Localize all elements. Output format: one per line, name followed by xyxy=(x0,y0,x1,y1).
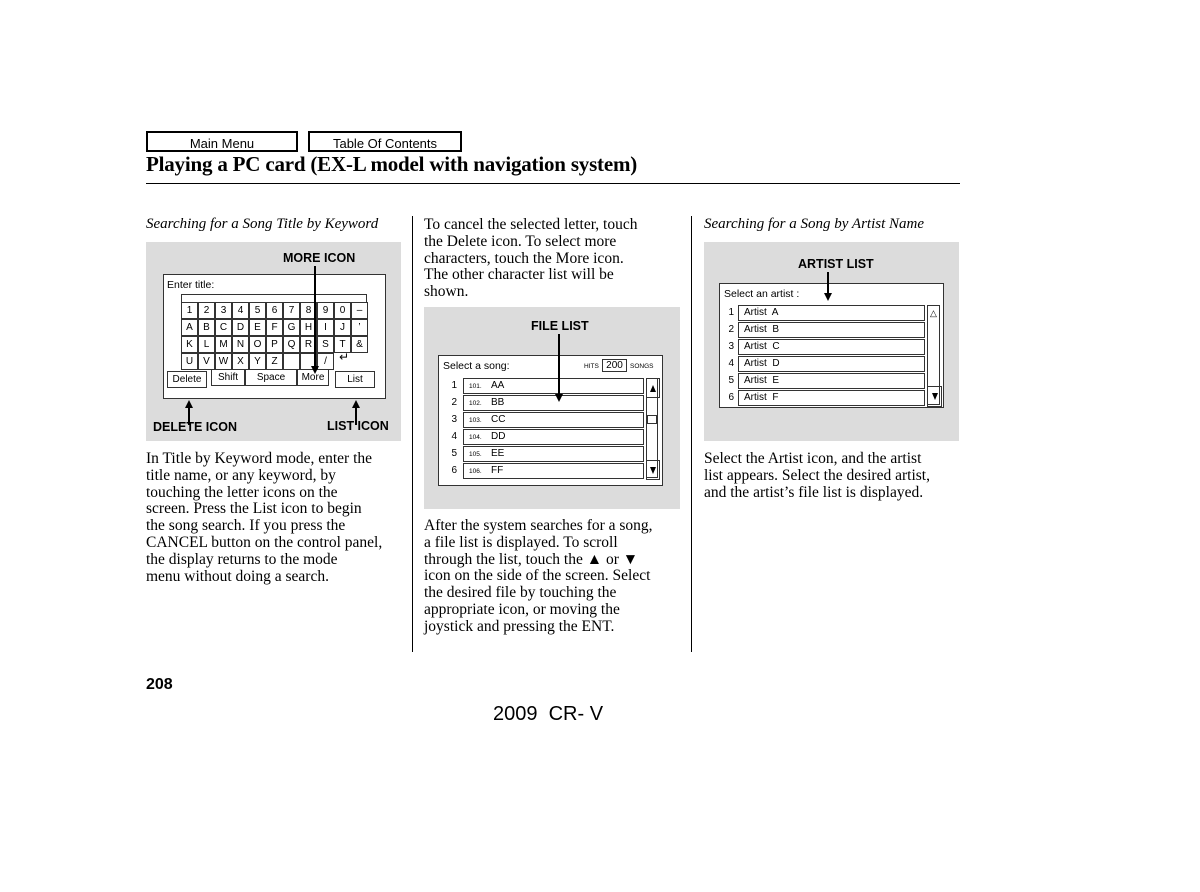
text-line: shown. xyxy=(424,283,469,301)
more-icon-arrowhead xyxy=(311,366,319,374)
song-name: DD xyxy=(491,431,506,442)
song-row[interactable] xyxy=(463,412,644,428)
text-line: CANCEL button on the control panel, xyxy=(146,533,383,551)
title-divider xyxy=(146,183,960,184)
row-number: 3 xyxy=(728,341,734,352)
key-I[interactable]: I xyxy=(317,319,334,336)
key-/[interactable]: / xyxy=(317,353,334,370)
key-3[interactable]: 3 xyxy=(215,302,232,319)
row-number: 6 xyxy=(728,392,734,403)
file-list-panel xyxy=(424,307,680,509)
key-K[interactable]: K xyxy=(181,336,198,353)
text-line: To cancel the selected letter, touch xyxy=(424,216,638,233)
song-code: 103. xyxy=(469,417,482,424)
file-list-screen xyxy=(438,355,663,486)
key-’[interactable]: ’ xyxy=(351,319,368,336)
text-line: a file list is displayed. To scroll xyxy=(424,533,618,551)
text-line: The other character list will be xyxy=(424,266,614,284)
more-button[interactable]: More xyxy=(297,369,329,386)
more-icon-pointer xyxy=(314,266,316,366)
song-name: AA xyxy=(491,380,505,391)
song-name: FF xyxy=(491,465,504,476)
text-line: After the system searches for a song, xyxy=(424,517,653,534)
row-number: 4 xyxy=(728,358,734,369)
key-7[interactable]: 7 xyxy=(283,302,300,319)
key-–[interactable]: – xyxy=(351,302,368,319)
key-E[interactable]: E xyxy=(249,319,266,336)
scroll-up-outline-icon[interactable]: △ xyxy=(930,308,937,318)
column-divider xyxy=(691,216,692,652)
song-code: 105. xyxy=(469,451,482,458)
list-icon-arrowhead xyxy=(352,400,360,408)
keyword-screen-panel xyxy=(146,242,401,441)
list-icon-label: LIST ICON xyxy=(327,419,389,433)
list-button[interactable]: List xyxy=(335,371,375,388)
song-row[interactable] xyxy=(463,429,644,445)
song-code: 101. xyxy=(469,383,482,390)
key-M[interactable]: M xyxy=(215,336,232,353)
song-scrollbar[interactable] xyxy=(646,378,658,478)
key-P[interactable]: P xyxy=(266,336,283,353)
key-R[interactable]: R xyxy=(300,336,317,353)
artist-list-screen xyxy=(719,283,944,408)
file-list-pointer xyxy=(558,334,560,396)
key-W[interactable]: W xyxy=(215,353,232,370)
artist-row[interactable]: Artist A xyxy=(738,305,925,321)
artist-list-panel xyxy=(704,242,959,441)
file-list-label: FILE LIST xyxy=(531,319,589,333)
text-line: and the artist’s file list is displayed. xyxy=(704,483,924,501)
key-T[interactable]: T xyxy=(334,336,351,353)
song-code: 106. xyxy=(469,468,482,475)
scroll-down-icon xyxy=(650,467,656,474)
delete-icon-label: DELETE ICON xyxy=(153,420,238,434)
row-number: 1 xyxy=(451,380,457,391)
key-G[interactable]: G xyxy=(283,319,300,336)
row-number: 4 xyxy=(451,431,457,442)
key-D[interactable]: D xyxy=(232,319,249,336)
key-S[interactable]: S xyxy=(317,336,334,353)
row-number: 2 xyxy=(451,397,457,408)
key-8[interactable]: 8 xyxy=(300,302,317,319)
text-line: joystick and pressing the ENT. xyxy=(424,617,615,635)
key-6[interactable]: 6 xyxy=(266,302,283,319)
text-line: the Delete icon. To select more xyxy=(424,232,617,250)
scroll-thumb[interactable] xyxy=(647,415,657,424)
key-&[interactable]: & xyxy=(351,336,368,353)
text-line: icon on the side of the screen. Select xyxy=(424,567,651,585)
text-line: title name, or any keyword, by xyxy=(146,466,336,484)
key-L[interactable]: L xyxy=(198,336,215,353)
enter-icon[interactable]: ↵ xyxy=(338,350,350,364)
column-divider xyxy=(412,216,413,652)
key-A[interactable]: A xyxy=(181,319,198,336)
delete-more-instructions xyxy=(424,217,686,301)
text-line: appropriate icon, or moving the xyxy=(424,600,620,618)
artist-row[interactable]: Artist D xyxy=(738,356,925,372)
select-artist-prompt: Select an artist : xyxy=(724,288,800,300)
artist-list-pointer xyxy=(827,272,829,294)
text-line: screen. Press the List icon to begin xyxy=(146,500,362,518)
artist-list-label: ARTIST LIST xyxy=(798,257,874,271)
artist-list-arrowhead xyxy=(824,293,832,301)
space-button[interactable]: Space xyxy=(245,369,297,386)
text-line: characters, touch the More icon. xyxy=(424,249,624,267)
key-Y[interactable]: Y xyxy=(249,353,266,370)
text-line: Select the Artist icon, and the artist xyxy=(704,450,922,467)
row-number: 5 xyxy=(451,448,457,459)
key-O[interactable]: O xyxy=(249,336,266,353)
song-name: CC xyxy=(491,414,506,425)
row-number: 5 xyxy=(728,375,734,386)
artist-search-caption: Searching for a Song by Artist Name xyxy=(704,216,924,232)
scroll-down-icon xyxy=(932,393,938,400)
key-C[interactable]: C xyxy=(215,319,232,336)
key-blank[interactable] xyxy=(283,353,300,370)
key-0[interactable]: 0 xyxy=(334,302,351,319)
key-4[interactable]: 4 xyxy=(232,302,249,319)
delete-icon-arrowhead xyxy=(185,400,193,408)
main-menu-button[interactable]: Main Menu xyxy=(146,131,298,152)
artist-scrollbar[interactable] xyxy=(927,305,940,405)
key-H[interactable]: H xyxy=(300,319,317,336)
text-line: In Title by Keyword mode, enter the xyxy=(146,450,373,467)
page-title: Playing a PC card (EX-L model with navigation system) xyxy=(146,152,638,176)
key-Z[interactable]: Z xyxy=(266,353,283,370)
artist-row[interactable]: Artist B xyxy=(738,322,925,338)
text-line: the desired file by touching the xyxy=(424,584,617,602)
key-Q[interactable]: Q xyxy=(283,336,300,353)
shift-button[interactable]: Shift xyxy=(211,369,245,386)
songs-label: SONGS xyxy=(630,363,654,370)
keyword-search-caption: Searching for a Song Title by Keyword xyxy=(146,216,379,232)
key-5[interactable]: 5 xyxy=(249,302,266,319)
song-name: EE xyxy=(491,448,505,459)
artist-row[interactable]: Artist E xyxy=(738,373,925,389)
text-line: the display returns to the mode xyxy=(146,550,338,568)
row-number: 1 xyxy=(728,307,734,318)
scroll-up-button[interactable] xyxy=(646,378,660,398)
key-J[interactable]: J xyxy=(334,319,351,336)
row-number: 3 xyxy=(451,414,457,425)
row-number: 2 xyxy=(728,324,734,335)
hits-label: HITS xyxy=(584,363,599,370)
enter-title-prompt: Enter title: xyxy=(167,279,215,291)
table-of-contents-button[interactable]: Table Of Contents xyxy=(308,131,462,152)
scroll-up-icon xyxy=(650,385,656,392)
select-song-prompt: Select a song: xyxy=(443,360,510,372)
key-N[interactable]: N xyxy=(232,336,249,353)
key-X[interactable]: X xyxy=(232,353,249,370)
row-number: 6 xyxy=(451,465,457,476)
file-list-instructions xyxy=(424,518,690,636)
song-row[interactable] xyxy=(463,395,644,411)
keyword-screen xyxy=(163,274,386,399)
text-line: touching the letter icons on the xyxy=(146,483,338,501)
text-line: through the list, touch the ▲ or ▼ xyxy=(424,550,639,568)
song-row[interactable] xyxy=(463,463,644,479)
keyword-instructions xyxy=(146,451,408,585)
song-row[interactable] xyxy=(463,446,644,462)
delete-button[interactable]: Delete xyxy=(167,371,207,388)
scroll-down-button[interactable] xyxy=(927,386,942,407)
hits-count: 200 xyxy=(602,359,627,372)
song-code: 104. xyxy=(469,434,482,441)
key-1[interactable]: 1 xyxy=(181,302,198,319)
file-list-arrowhead xyxy=(555,394,563,402)
page-number: 208 xyxy=(146,676,173,693)
model-footer: 2009 CR- V xyxy=(493,703,604,725)
artist-row[interactable]: Artist C xyxy=(738,339,925,355)
text-line: the song search. If you press the xyxy=(146,517,346,535)
key-V[interactable]: V xyxy=(198,353,215,370)
text-line: list appears. Select the desired artist, xyxy=(704,466,930,484)
text-line: menu without doing a search. xyxy=(146,567,329,585)
key-B[interactable]: B xyxy=(198,319,215,336)
more-icon-label: MORE ICON xyxy=(283,251,356,265)
song-code: 102. xyxy=(469,400,482,407)
key-2[interactable]: 2 xyxy=(198,302,215,319)
artist-instructions xyxy=(704,451,966,501)
key-9[interactable]: 9 xyxy=(317,302,334,319)
scroll-down-button[interactable] xyxy=(646,460,660,480)
key-U[interactable]: U xyxy=(181,353,198,370)
artist-row[interactable]: Artist F xyxy=(738,390,925,406)
key-F[interactable]: F xyxy=(266,319,283,336)
song-row[interactable] xyxy=(463,378,644,394)
song-name: BB xyxy=(491,397,505,408)
